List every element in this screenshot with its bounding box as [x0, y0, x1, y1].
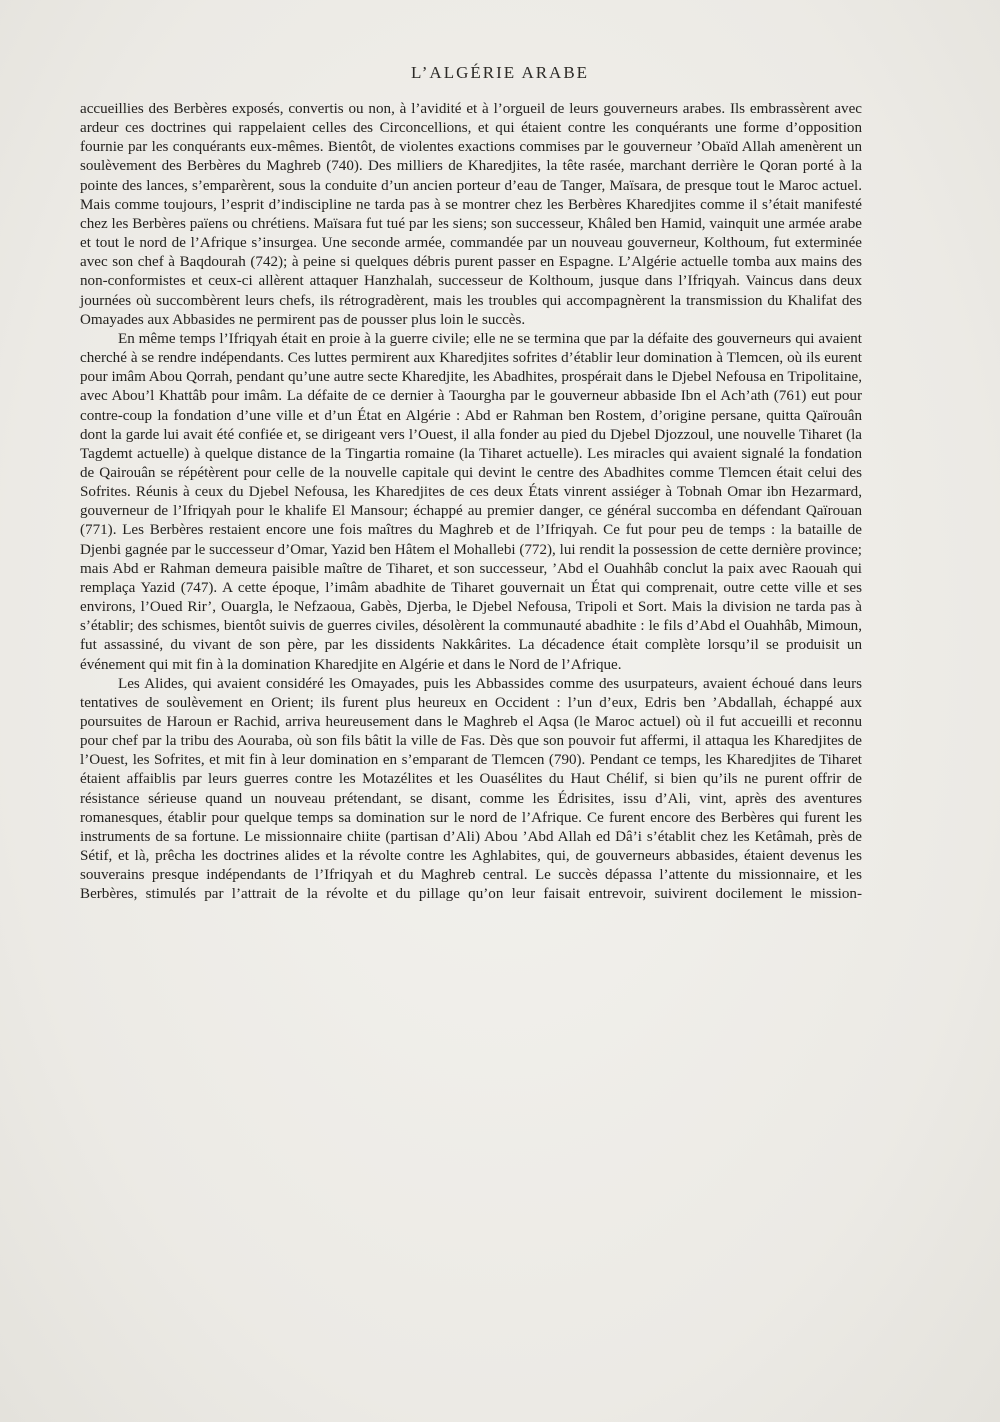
paragraph-2: En même temps l’Ifriqyah était en proie à la guerre civile; elle ne se termina que par la défaite des gouverneurs qui avaient cherché à se rendre indépendants. Ces luttes permirent aux Kharedjites sofrites d’établir leur domination à Tlemcen, où ils eurent pour imâm Abou Qorrah, pendant qu’une autre secte Kharedjite, les Abadhites, prospérait dans le Djebel Nefousa en Tripolitaine, avec Abou’l Khattâb pour imâm. La défaite de ce dernier à Taourgha par le gouverneur abbaside Ibn el Ach’ath (761) eut pour contre-coup la fondation d’une ville et d’un État en Algérie : Abd er Rahman ben Rostem, d’origine persane, quitta Qaïrouân dont la garde lui avait été confiée et, se dirigeant vers l’Ouest, il alla fonder au pied du Djebel Djozzoul, une nouvelle Tiharet (la Tagdemt actuelle) à quelque distance de la Tingartia romaine (la Tiharet actuelle). Les miracles qui avaient signalé la fondation de Qairouân se répétèrent pour celle de la nouvelle capitale qui devint le centre des Abadhites comme Tlemcen était celui des Sofrites. Réunis à ceux du Djebel Nefousa, les Kharedjites de ces deux États vinrent assiéger à Tobnah Omar ibn Hezarmard, gouverneur de l’Ifriqyah pour le khalife El Mansour; échappé au premier danger, ce général succomba en défendant Qaïrouan (771). Les Berbères restaient encore une fois maîtres du Maghreb et de l’Ifriqyah. Ce fut pour peu de temps : la bataille de Djenbi gagnée par le successeur d’Omar, Yazid ben Hâtem el Mohallebi (772), lui rendit la possession de cette dernière province; mais Abd er Rahman demeura paisible maître de Tiharet, et son successeur, ’Abd el Ouahhâb conclut la paix avec Raouah qui remplaça Yazid (747). A cette époque, l’imâm abadhite de Tiharet gouvernait un État qui comprenait, outre cette ville et ses environs, l’Oued Rir’, Ouargla, le Nefzaoua, Gabès, Djerba, le Djebel Nefousa, Tripoli et Sort. Mais la division ne tarda pas à s’établir; des schismes, bientôt suivis de guerres civiles, désolèrent la communauté abadhite : le fils d’Abd el Ouahhâb, Mimoun, fut assassiné, du vivant de son père, par les dissidents Nakkârites. La décadence était complète lorsqu’il se produisit un événement qui mit fin à la domination Kharedjite en Algérie et dans le Nord de l’Afrique. — [80, 330, 862, 673]
paragraph-1: accueillies des Berbères exposés, convertis ou non, à l’avidité et à l’orgueil de leurs gouverneurs arabes. Ils embrassèrent avec ardeur ces doctrines qui rappelaient celles des Circoncellions, et qui étaient contre les conquérants une forme d’opposition fournie par les conquérants eux-mêmes. Bientôt, de violentes exactions commises par le gouverneur ’Obaïd Allah amenèrent un soulèvement des Berbères du Maghreb (740). Des milliers de Kharedjites, la tête rasée, marchant derrière le Qoran porté à la pointe des lances, s’emparèrent, sous la conduite d’un ancien porteur d’eau de Tanger, Maïsara, de presque tout le Maroc actuel. Mais comme toujours, l’esprit d’indiscipline ne tarda pas à se montrer chez les Berbères Kharedjites comme il s’était manifesté chez les Berbères païens ou chrétiens. Maïsara fut tué par les siens; son successeur, Khâled ben Hamid, vainquit une armée arabe et tout le nord de l’Afrique s’insurgea. Une seconde armée, commandée par un nouveau gouverneur, Kolthoum, fut exterminée avec son chef à Baqdourah (742); à peine si quelques débris purent passer en Espagne. L’Algérie actuelle tomba aux mains des non-conformistes et ceux-ci allèrent attaquer Hanzhalah, successeur de Kolthoum, jusque dans l’Ifriqyah. Vaincus dans deux journées où succombèrent leurs chefs, ils rétrogradèrent, mais les troubles qui accompagnèrent la transmission du Khalifat des Omayades aux Abbasides ne permirent pas de pousser plus loin le succès. — [80, 101, 862, 328]
running-head: L’ALGÉRIE ARABE — [410, 63, 590, 82]
paragraph-3: Les Alides, qui avaient considéré les Omayades, puis les Abbassides comme des usurpateurs, avaient échoué dans leurs tentatives de soulèvement en Orient; ils furent plus heureux en Occident : l’un d’eux, Edris ben ’Abdallah, échappé aux poursuites de Haroun er Rachid, arriva heureusement dans le Maghreb el Aqsa (le Maroc actuel) où il fut accueilli et reconnu pour chef par la tribu des Aouraba, où son fils bâtit la ville de Fas. Dès que son pouvoir fut affermi, il attaqua les Kharedjites de l’Ouest, les Sofrites, et mit fin à leur domination en s’emparant de Tlemcen (790). Pendant ce temps, les Kharedjites de Tiharet étaient affaiblis par leurs guerres contre les Motazélites et les Ouasélites du Haut Chélif, si bien qu’ils ne purent offrir de résistance sérieuse quand un nouveau prétendant, se disant, comme les Édrisites, issu d’Ali, vint, après des aventures romanesques, établir pour quelque temps sa domination sur le nord de l’Afrique. Ce furent encore des Berbères qui furent les instruments de sa fortune. Le missionnaire chiite (partisan d’Ali) Abou ’Abd Allah ed Dâ’i s’établit chez les Ketâmah, près de Sétif, et là, prêcha les doctrines alides et la révolte contre les Aghlabites, qui, de gouverneurs abbasides, étaient devenus les souverains presque indépendants de l’Ifriqyah et du Maghreb central. Le succès dépassa l’attente du missionnaire, et les Berbères, stimulés par l’attrait de la révolte et du pillage qu’on leur faisait entrevoir, suivirent docilement le mission- — [80, 675, 862, 903]
body-text — [80, 100, 862, 905]
